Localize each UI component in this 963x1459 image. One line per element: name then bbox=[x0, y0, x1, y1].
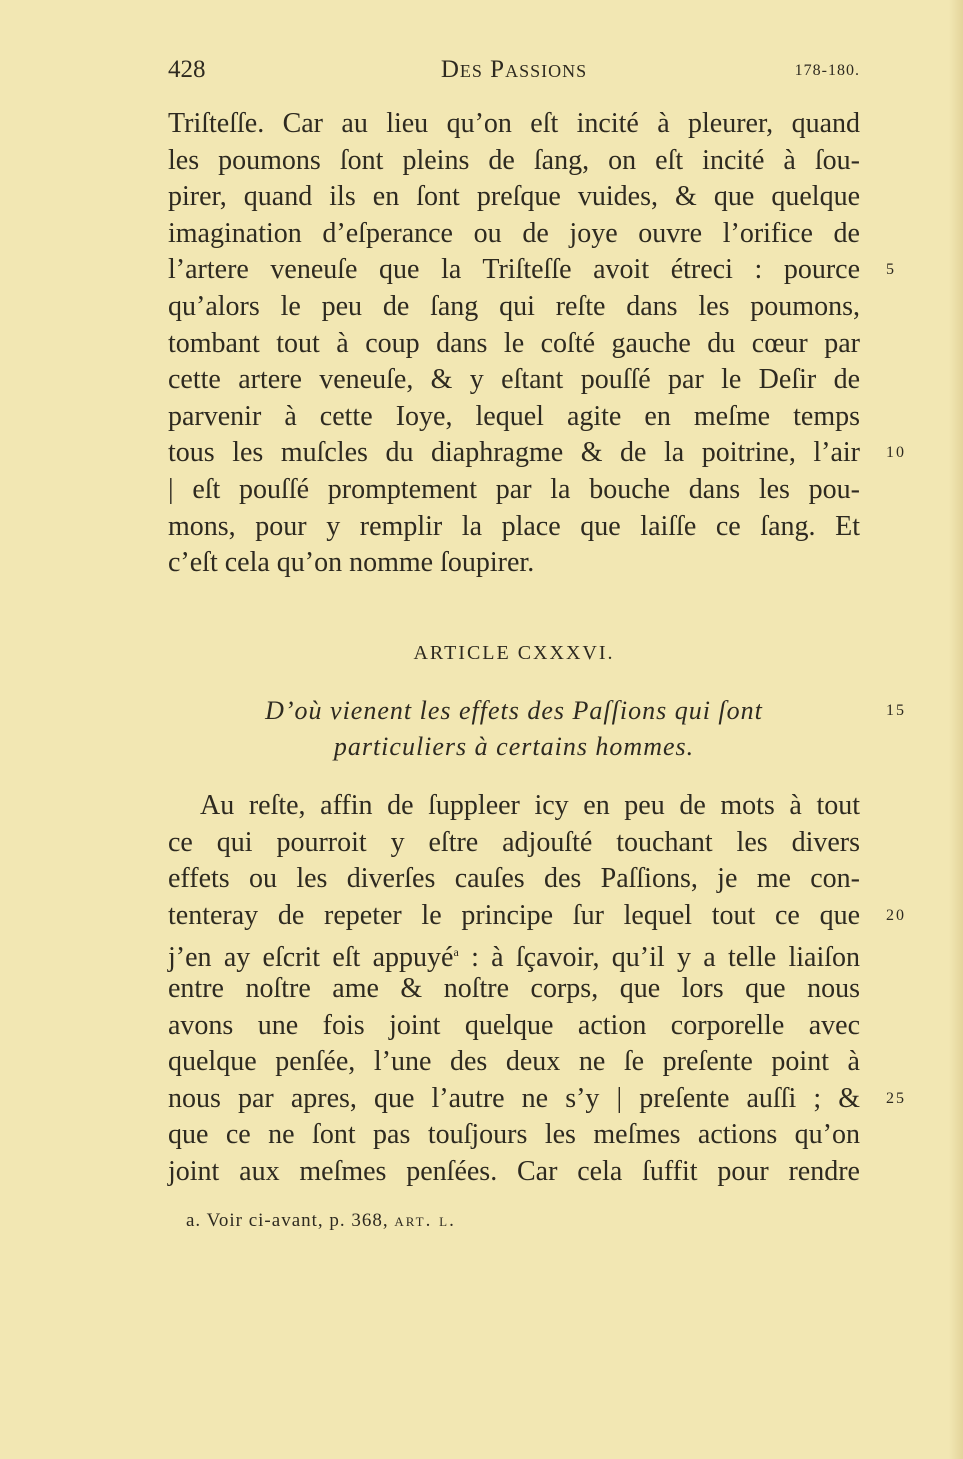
text-line bbox=[168, 1154, 860, 1191]
article-subtitle-line-1 bbox=[168, 693, 906, 729]
line-text: j’en ay eſcrit eſt appuyé bbox=[168, 942, 454, 974]
text-line bbox=[168, 106, 860, 143]
text-line bbox=[168, 825, 860, 862]
text-line bbox=[168, 1117, 860, 1154]
line-text: ce qui pourroit y eſtre adjouſté touchant les divers bbox=[168, 826, 860, 858]
line-text: l’artere veneuſe que la Triſteſſe avoit étreci : pource bbox=[168, 254, 860, 286]
text-line bbox=[168, 1044, 860, 1081]
line-text: effets ou les diverſes cauſes des Paſſions, je me con- bbox=[168, 863, 860, 895]
text-line bbox=[168, 509, 860, 546]
text-line bbox=[168, 179, 860, 216]
text-line bbox=[168, 252, 896, 289]
line-text: tenteray de repeter le principe ſur lequel tout ce que bbox=[168, 899, 860, 931]
page-edge-shadow bbox=[949, 0, 963, 1459]
text-line bbox=[168, 472, 860, 509]
line-number: 20 bbox=[886, 906, 906, 924]
line-text: imagination d’eſperance ou de joye ouvre l’orifice de bbox=[168, 217, 860, 249]
footnote-ref: art. l. bbox=[394, 1210, 456, 1231]
text-line bbox=[168, 861, 860, 898]
text-line bbox=[168, 362, 860, 399]
line-text: avons une fois joint quelque action corporelle avec bbox=[168, 1009, 860, 1041]
line-number: 10 bbox=[886, 444, 906, 462]
text-line bbox=[168, 971, 860, 1008]
line-text: mons, pour y remplir la place que laiſſe ce ſang. Et bbox=[168, 510, 860, 542]
text-line bbox=[168, 545, 860, 582]
line-text: cette artere veneuſe, & y eſtant pouſſé par le Deſir de bbox=[168, 364, 860, 396]
line-text-tail: : à ſçavoir, qu’il y a telle liaiſon bbox=[458, 942, 860, 974]
text-line bbox=[168, 1081, 906, 1118]
text-line bbox=[168, 898, 906, 935]
line-text: Triſteſſe. Car au lieu qu’on eſt incité à pleurer, quand bbox=[168, 108, 860, 139]
line-text: entre noſtre ame & noſtre corps, que lors que nous bbox=[168, 972, 860, 1004]
article-heading: ARTICLE CXXXVI. bbox=[413, 642, 615, 664]
line-text: que ce ne ſont pas touſjours les meſmes actions qu’on bbox=[168, 1119, 860, 1151]
text-line bbox=[168, 289, 860, 326]
line-number: 15 bbox=[886, 702, 906, 719]
text-line bbox=[168, 788, 860, 825]
paragraph-2 bbox=[168, 788, 906, 1191]
line-text: qu’alors le peu de ſang qui reſte dans les poumons, bbox=[168, 290, 860, 322]
line-text: c’eſt cela qu’on nomme ſoupirer. bbox=[168, 547, 535, 579]
line-text: quelque penſée, l’une des deux ne ſe preſente point à bbox=[168, 1046, 860, 1078]
article-range: 178-180. bbox=[794, 62, 860, 79]
text-line bbox=[168, 934, 860, 974]
paragraph-1 bbox=[168, 106, 906, 582]
page-number: 428 bbox=[168, 56, 206, 83]
line-number: 5 bbox=[886, 261, 896, 279]
article-subtitle-line-2 bbox=[168, 729, 860, 765]
line-text: nous par apres, que l’autre ne s’y | preſente auſſi ; & bbox=[168, 1082, 860, 1114]
line-text: parvenir à cette Ioye, lequel agite en meſme temps bbox=[168, 400, 860, 432]
text-line bbox=[168, 326, 860, 363]
footnote-marker: a bbox=[453, 945, 459, 960]
footnote bbox=[186, 1210, 456, 1232]
line-text: joint aux meſmes penſées. Car cela ſuffit pour rendre bbox=[168, 1155, 860, 1187]
line-text: pirer, quand ils en ſont preſque vuides, & que quelque bbox=[168, 181, 860, 213]
line-text: tous les muſcles du diaphragme & de la poitrine, l’air bbox=[168, 437, 860, 469]
page-header bbox=[168, 56, 860, 90]
text-line bbox=[168, 143, 860, 180]
footnote-label: a. Voir ci-avant, p. 368, bbox=[186, 1210, 389, 1231]
text-line bbox=[168, 435, 906, 472]
article-subtitle-text-2: particuliers à certains hommes. bbox=[333, 732, 695, 761]
line-text: | eſt pouſſé promptement par la bouche dans les pou- bbox=[168, 473, 860, 505]
line-number: 25 bbox=[886, 1089, 906, 1107]
text-line bbox=[168, 399, 860, 436]
line-text: tombant tout à coup dans le coſté gauche du cœur par bbox=[168, 327, 860, 359]
running-title: Des Passions bbox=[440, 56, 588, 83]
line-text: les poumons ſont pleins de ſang, on eſt incité à ſou- bbox=[168, 144, 860, 176]
text-line bbox=[168, 1008, 860, 1045]
text-line bbox=[168, 216, 860, 253]
line-text: Au reſte, affin de ſuppleer icy en peu de mots à tout bbox=[200, 790, 860, 821]
article-subtitle-text-1: D’où vienent les effets des Paſſions qui ſont bbox=[265, 696, 763, 725]
